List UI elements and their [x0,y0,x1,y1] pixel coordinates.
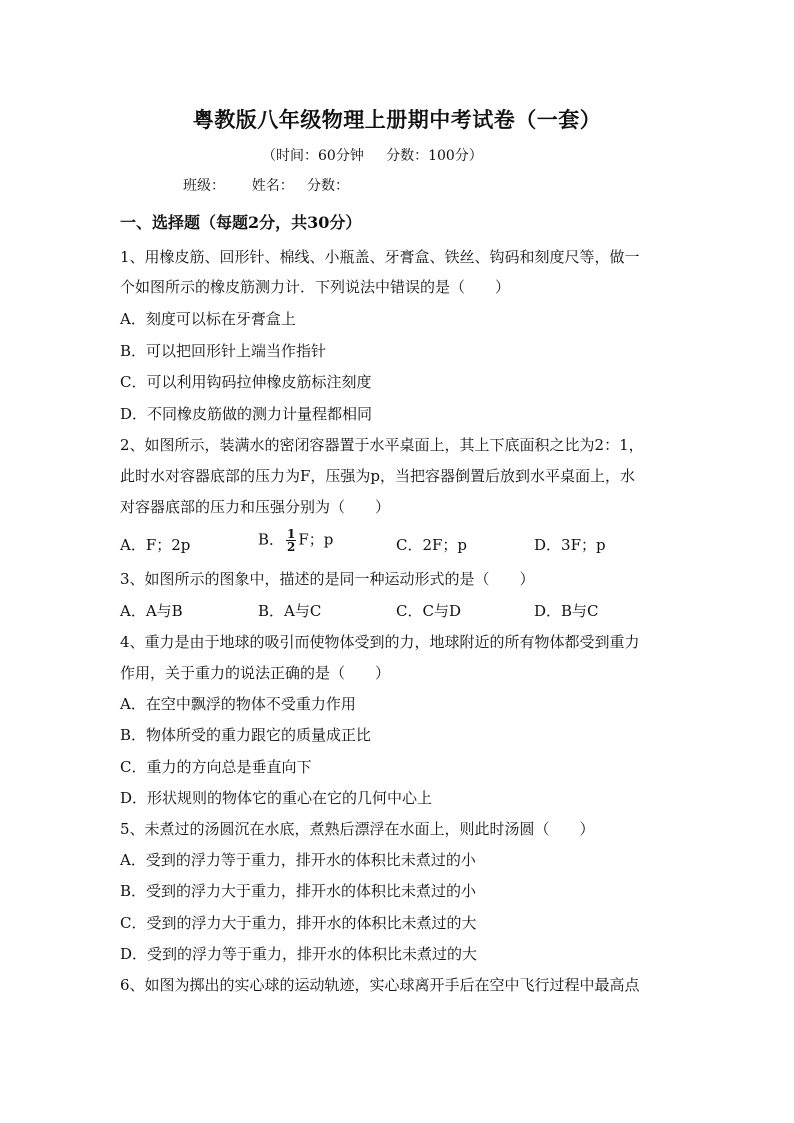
question-1-line-1: 1、用橡皮筋、回形针、棉线、小瓶盖、牙膏盒、铁丝、钩码和刻度尺等，做一 [120,248,640,266]
question-3-options [120,601,680,623]
question-2-options [120,527,680,557]
question-5-option-d: D．受到的浮力等于重力，排开水的体积比未煮过的大 [120,945,478,963]
question-1-line-2: 个如图所示的橡皮筋测力计．下列说法中错误的是（ ） [120,278,511,296]
question-5-option-b: B．受到的浮力大于重力，排开水的体积比未煮过的小 [120,882,477,900]
section-title-choice: 一、选择题（每题2分，共30分） [120,213,362,232]
question-3-option-c: C．C与D [396,602,461,620]
question-3-option-b: B．A与C [258,602,322,620]
question-3-option-d: D．B与C [534,602,599,620]
question-5-option-c: C．受到的浮力大于重力，排开水的体积比未煮过的大 [120,914,477,932]
page-title: 粤教版八年级物理上册期中考试卷（一套） [192,107,602,132]
question-2-option-a: A．F；2p [120,536,191,554]
fraction-denominator: 2 [287,540,296,554]
question-1-option-d: D．不同橡皮筋做的测力计量程都相同 [120,405,373,423]
option-b-value: F；p [298,530,334,549]
question-4-option-d: D．形状规则的物体它的重心在它的几何中心上 [120,789,433,807]
question-2-option-b [258,528,333,553]
question-6-line-1: 6、如图为掷出的实心球的运动轨迹，实心球离开手后在空中飞行过程中最高点 [120,976,640,994]
question-1-option-b: B．可以把回形针上端当作指针 [120,342,327,360]
exam-time-score: （时间：60分钟 分数：100分） [262,148,483,164]
question-2-option-c: C．2F；p [396,536,468,554]
question-4-option-a: A．在空中飘浮的物体不受重力作用 [120,695,356,713]
question-2-line-2: 此时水对容器底部的压力为F，压强为p，当把容器倒置后放到水平桌面上，水 [120,467,636,485]
question-1-option-c: C．可以利用钩码拉伸橡皮筋标注刻度 [120,373,372,391]
question-5-line-1: 5、未煮过的汤圆沉在水底，煮熟后漂浮在水面上，则此时汤圆（ ） [120,820,595,838]
fraction-numerator: 1 [287,527,296,541]
question-3-option-a: A．A与B [120,602,183,620]
question-1-option-a: A．刻度可以标在牙膏盒上 [120,310,296,328]
question-4-line-2: 作用，关于重力的说法正确的是（ ） [120,664,391,682]
question-4-line-1: 4、重力是由于地球的吸引而使物体受到的力，地球附近的所有物体都受到重力 [120,633,640,651]
question-2-line-3: 对容器底部的压力和压强分别为（ ） [120,498,391,516]
question-4-option-c: C．重力的方向总是垂直向下 [120,758,312,776]
question-4-option-b: B．物体所受的重力跟它的质量成正比 [120,726,372,744]
fraction-one-half [286,528,296,553]
option-b-label: B． [258,530,285,549]
question-3-line-1: 3、如图所示的图象中，描述的是同一种运动形式的是（ ） [120,570,535,588]
question-2-line-1: 2、如图所示，装满水的密闭容器置于水平桌面上，其上下底面积之比为2：1， [120,436,644,454]
question-2-option-d: D．3F；p [534,536,606,554]
question-5-option-a: A．受到的浮力等于重力，排开水的体积比未煮过的小 [120,851,476,869]
student-info-line: 班级： 姓名： 分数： [183,178,350,194]
